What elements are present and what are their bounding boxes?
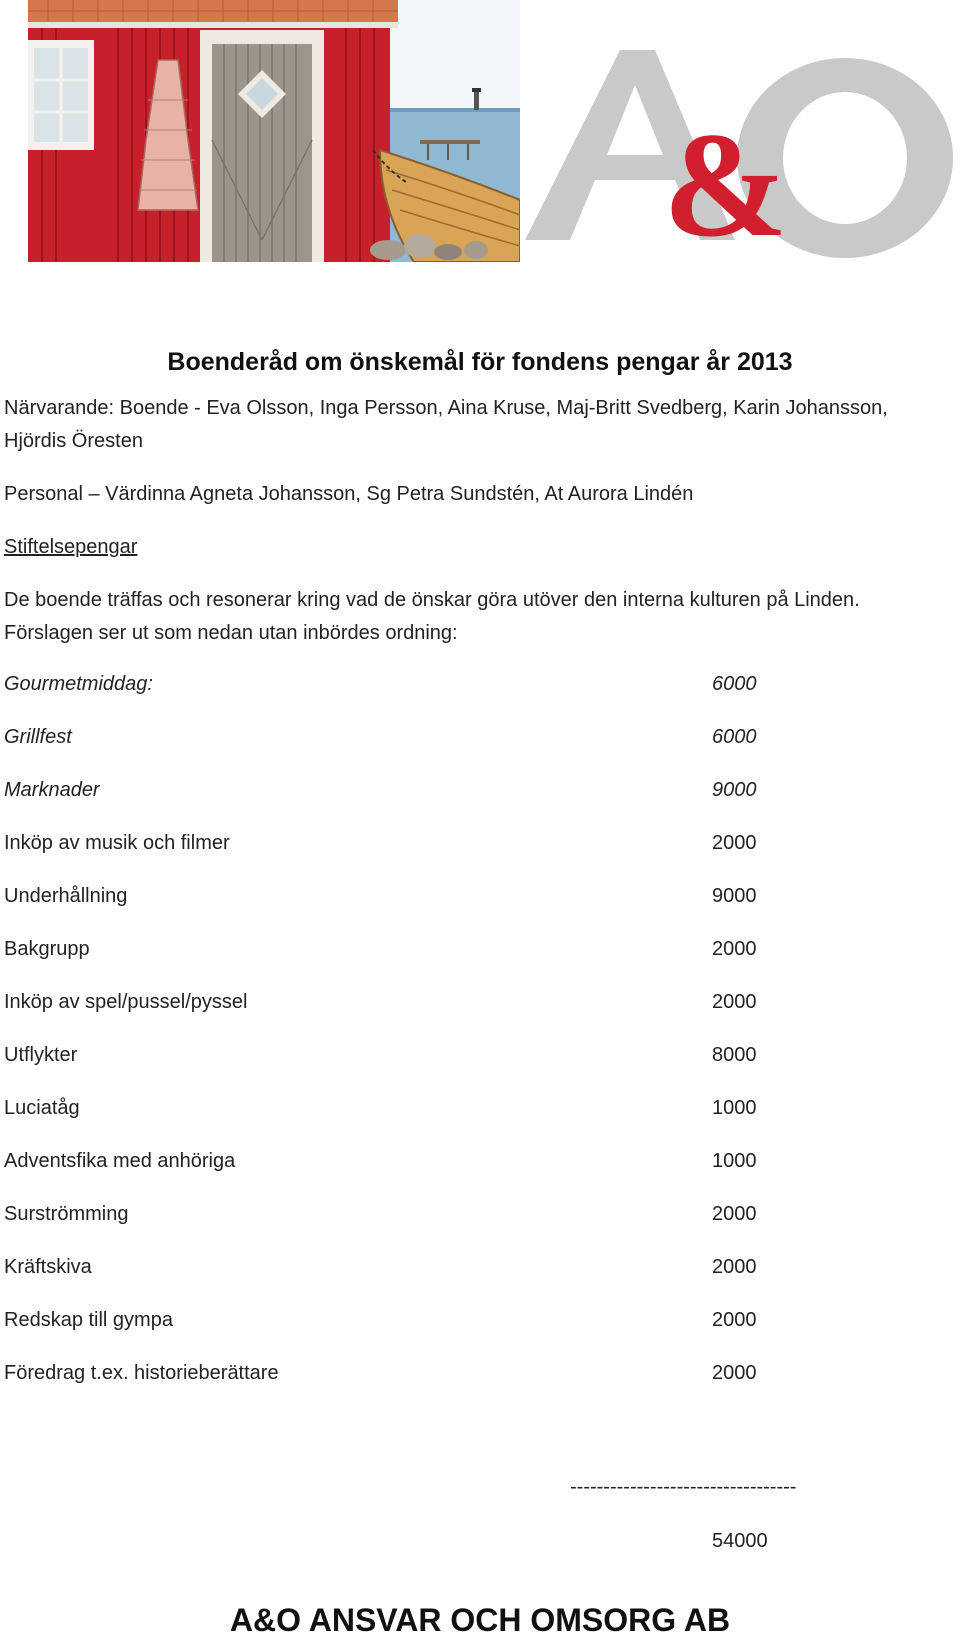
- item-name: Föredrag t.ex. historieberättare: [4, 1362, 279, 1384]
- item-amount: 2000: [712, 832, 757, 854]
- item-name: Underhållning: [4, 885, 128, 907]
- sum-separator: ----------------------------------: [570, 1476, 797, 1498]
- list-item: [4, 938, 764, 968]
- list-item: [4, 1309, 764, 1339]
- list-item: [4, 832, 764, 862]
- item-amount: 1000: [712, 1097, 757, 1119]
- list-item: [4, 991, 764, 1021]
- item-amount: 2000: [712, 1256, 757, 1278]
- intro-line-2: Förslagen ser ut som nedan utan inbördes ordning:: [4, 622, 458, 644]
- item-name: Surströmming: [4, 1203, 129, 1225]
- intro-line-1: De boende träffas och resonerar kring vad de önskar göra utöver den interna kulturen på Linden.: [4, 589, 860, 611]
- staff-line: Personal – Värdinna Agneta Johansson, Sg Petra Sundstén, At Aurora Lindén: [4, 483, 694, 505]
- item-name: Inköp av spel/pussel/pyssel: [4, 991, 248, 1013]
- total-amount: 54000: [712, 1530, 768, 1552]
- item-amount: 2000: [712, 1309, 757, 1331]
- item-amount: 2000: [712, 1362, 757, 1384]
- item-name: Marknader: [4, 779, 100, 801]
- item-name: Adventsfika med anhöriga: [4, 1150, 236, 1172]
- list-item: [4, 1203, 764, 1233]
- list-item: [4, 885, 764, 915]
- item-name: Inköp av musik och filmer: [4, 832, 230, 854]
- boathouse-illustration: [28, 0, 520, 262]
- list-item: [4, 1256, 764, 1286]
- list-item: [4, 1097, 764, 1127]
- section-heading: Stiftelsepengar: [4, 536, 138, 558]
- item-amount: 2000: [712, 1203, 757, 1225]
- item-amount: 9000: [712, 779, 757, 801]
- list-item: [4, 726, 764, 756]
- item-name: Redskap till gympa: [4, 1309, 173, 1331]
- item-amount: 1000: [712, 1150, 757, 1172]
- item-name: Kräftskiva: [4, 1256, 92, 1278]
- list-item: [4, 673, 764, 703]
- item-name: Gourmetmiddag:: [4, 673, 153, 695]
- item-name: Utflykter: [4, 1044, 78, 1066]
- item-amount: 6000: [712, 726, 757, 748]
- list-item: [4, 779, 764, 809]
- item-name: Bakgrupp: [4, 938, 90, 960]
- list-item: [4, 1362, 764, 1392]
- item-name: Luciatåg: [4, 1097, 80, 1119]
- page-header: [0, 0, 960, 270]
- item-amount: 8000: [712, 1044, 757, 1066]
- item-amount: 2000: [712, 991, 757, 1013]
- list-item: [4, 1044, 764, 1074]
- item-amount: 6000: [712, 673, 757, 695]
- item-name: Grillfest: [4, 726, 72, 748]
- company-footer: A&O ANSVAR OCH OMSORG AB: [229, 1602, 731, 1638]
- ao-logo: [525, 40, 955, 270]
- list-item: [4, 1150, 764, 1180]
- svg-text:&: &: [663, 102, 788, 268]
- item-amount: 2000: [712, 938, 757, 960]
- attendees-line-2: Hjördis Öresten: [4, 430, 143, 452]
- page-title: Boenderåd om önskemål för fondens pengar år 2013: [167, 348, 793, 376]
- item-amount: 9000: [712, 885, 757, 907]
- attendees-line-1: Närvarande: Boende - Eva Olsson, Inga Persson, Aina Kruse, Maj-Britt Svedberg, Karin Johansson,: [4, 397, 888, 419]
